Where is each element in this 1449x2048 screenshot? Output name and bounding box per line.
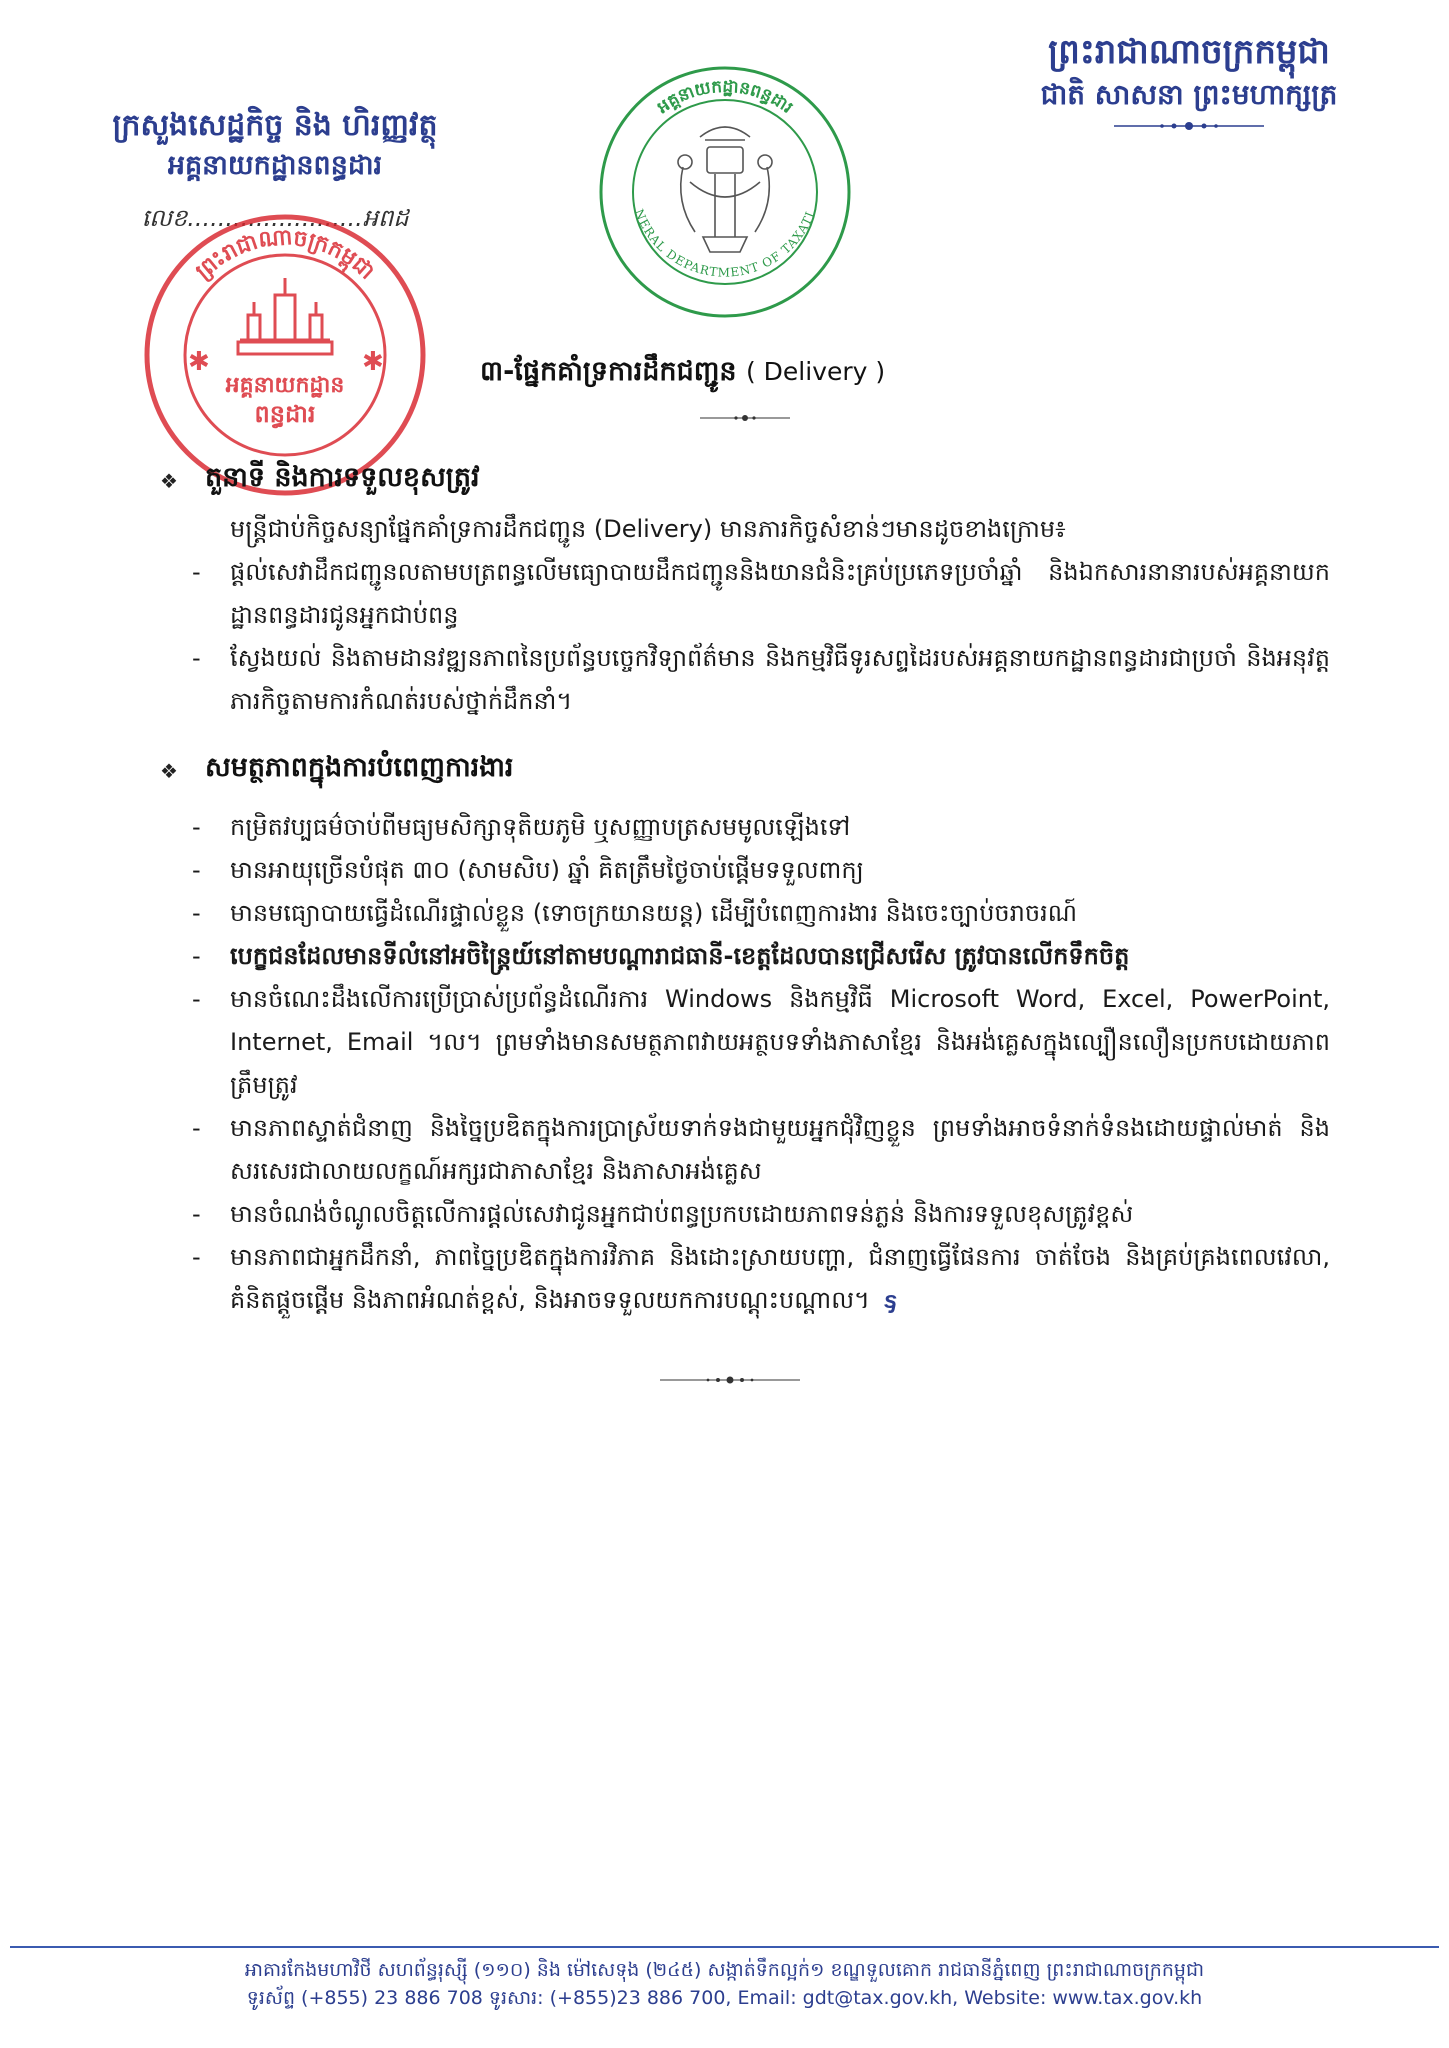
svg-text:ពន្ធដារ: ពន្ធដារ [254,400,316,428]
dash-bullet: - [192,644,201,672]
list-item: - មានភាពស្ទាត់ជំនាញ និងច្នៃប្រឌិតក្នុងការប្រាស្រ័យទាក់ទងជាមួយអ្នកជុំវិញខ្លួន ព្រមទាំងអាចទំនាក់ទំនងដោយផ្ទាល់មាត់ និងសរសេរជាលាយលក្ខណ៍អក្សរជាភាសាខ្មែរ និងភាសាអង់គ្លេស [160,1107,1330,1193]
list-item: - កម្រិតវប្បធម៌ចាប់ពីមធ្យមសិក្សាទុតិយភូមិ ឬសញ្ញាបត្រសមមូលឡើងទៅ [160,806,1330,849]
department-name: អគ្គនាយកដ្ឋានពន្ធដារ [167,150,383,181]
list-item: - បេក្ខជនដែលមានទីលំនៅអចិន្ត្រៃយ៍នៅតាមបណ្តារាជធានី-ខេត្តដែលបានជ្រើសរើស ត្រូវបានលើកទឹកចិត្ត [160,935,1330,978]
list-item: - ផ្តល់សេវាដឹកជញ្ជូនលតាមបត្រពន្ធលើមធ្យោបាយដឹកជញ្ជូននិងយានជំនិះគ្រប់ប្រភេទប្រចាំឆ្នាំ និងឯកសារនានារបស់អគ្គនាយកដ្ឋានពន្ធដារជូនអ្នកជាប់ពន្ធ [160,551,1330,637]
list-item: - មានមធ្យោបាយធ្វើដំណើរផ្ទាល់ខ្លួន (ទោចក្រយានយន្ត) ដើម្បីបំពេញការងារ និងចេះច្បាប់ចរាចរណ៍ [160,892,1330,935]
dash-bullet: - [192,1243,201,1271]
list-item: - មានចំណេះដឹងលើការប្រើប្រាស់ប្រព័ន្ធដំណើរការ Windows និងកម្មវិធី Microsoft Word, Excel, PowerPoint, Internet, Email ។ល។ ព្រមទាំងមានសមត្ថភាពវាយអត្ថបទទាំងភាសាខ្មែរ និងអង់គ្លេសក្នុងល្បឿនលឿនប្រកបដោយភាពត្រឹមត្រូវ [160,978,1330,1107]
dash-bullet: - [192,813,201,841]
kingdom-header [979,30,1399,137]
ornament-icon [700,410,790,424]
dash-bullet: - [192,899,201,927]
initials-mark: ᶊ [883,1286,898,1314]
ornament-icon [660,1372,800,1386]
dash-bullet: - [192,942,201,970]
document-body [160,455,1330,1322]
document-title-kh: ៣-ផ្នែកគាំទ្រការដឹកជញ្ជូន [480,356,737,387]
section-list [160,551,1330,723]
svg-text:ព្រះរាជាណាចក្រកម្ពុជា: ព្រះរាជាណាចក្រកម្ពុជា [191,225,380,285]
section-intro: មន្ត្រីជាប់កិច្ចសន្យាផ្នែកគាំទ្រការដឹកជញ្ជូន (Delivery) មានភារកិច្ចសំខាន់ៗមានដូចខាងក្រោម៖ [230,515,1066,543]
document-title-latin: ( Delivery ) [745,357,886,386]
svg-text:អគ្គនាយកដ្ឋាន: អគ្គនាយកដ្ឋាន [225,373,345,398]
kingdom-motto: ជាតិ សាសនា ព្រះមហាក្សត្រ [1040,77,1338,111]
dash-bullet: - [192,856,201,884]
list-item: - មានភាពជាអ្នកដឹកនាំ, ភាពច្នៃប្រឌិតក្នុងការវិភាគ និងដោះស្រាយបញ្ហា, ជំនាញធ្វើផែនការ ចាត់ចែង និងគ្រប់គ្រងពេលវេលា, គំនិតផ្តួចផ្តើម និងភាពអំណត់ខ្ពស់, និងអាចទទួលយកការបណ្តុះបណ្តាល។ ᶊ [160,1236,1330,1322]
kingdom-title: ព្រះរាជាណាចក្រកម្ពុជា [1048,32,1330,72]
list-item: - មានចំណង់ចំណូលចិត្តលើការផ្តល់សេវាជូនអ្នកជាប់ពន្ធប្រកបដោយភាពទន់ភ្លន់ និងការទទួលខុសត្រូវខ្ពស់ [160,1193,1330,1236]
section-heading: ❖ តួនាទី និងការទទួលខុសត្រូវ [160,462,480,493]
svg-text:✱: ✱ [362,347,384,377]
document-title [480,355,1040,394]
diamond-bullet-icon: ❖ [160,468,178,493]
gdt-emblem-icon [595,62,855,322]
list-item: - មានអាយុច្រើនបំផុត ៣០ (សាមសិប) ឆ្នាំ គិតត្រឹមថ្ងៃចាប់ផ្តើមទទួលពាក្យ [160,849,1330,892]
footer-divider [10,1946,1439,1948]
footer-address: អាគារកែងមហាវិថី សហព័ន្ធរុស្ស៊ី (១១០) និង ម៉ៅសេទុង (២៤៥) សង្កាត់ទឹកល្អក់១ ខណ្ឌទួលគោក រាជធានីភ្នំពេញ ព្រះរាជាណាចក្រកម្ពុជា [244,1959,1205,1981]
svg-text:✱: ✱ [188,347,210,377]
list-item: - ស្វែងយល់ និងតាមដានវឌ្ឍនភាពនៃប្រព័ន្ធបច្ចេកវិទ្យាព័ត៌មាន និងកម្មវិធីទូរសព្ទដៃរបស់អគ្គនាយកដ្ឋានពន្ធដារជាប្រចាំ និងអនុវត្តភារកិច្ចតាមការកំណត់របស់ថ្នាក់ដឹកនាំ។ [160,637,1330,723]
svg-text:GENERAL DEPARTMENT OF TAXATION: NERAL DEPARTMENT OF TAXATI [631,207,818,280]
dash-bullet: - [192,558,201,586]
footer [0,1956,1449,2012]
diamond-bullet-icon: ❖ [160,758,178,783]
svg-text:អគ្គនាយកដ្ឋានពន្ធដារ: អគ្គនាយកដ្ឋានពន្ធដារ [653,76,797,118]
section-list [160,806,1330,1322]
dash-bullet: - [192,1114,201,1142]
section-heading: ❖ សមត្ថភាពក្នុងការបំពេញការងារ [160,752,514,783]
reference-number: លេខ.......................អពដ [141,203,409,232]
ornament-icon [979,118,1399,137]
footer-contact: ទូរស័ព្ទ (+855) 23 886 708 ទូរសារ: (+855)23 886 700, Email: gdt@tax.gov.kh, Website: www.tax.gov.kh [246,1987,1203,2009]
ministry-title: ក្រសួងសេដ្ឋកិច្ច និង ហិរញ្ញវត្ថុ [112,108,438,143]
dash-bullet: - [192,1200,201,1228]
dash-bullet: - [192,985,201,1013]
